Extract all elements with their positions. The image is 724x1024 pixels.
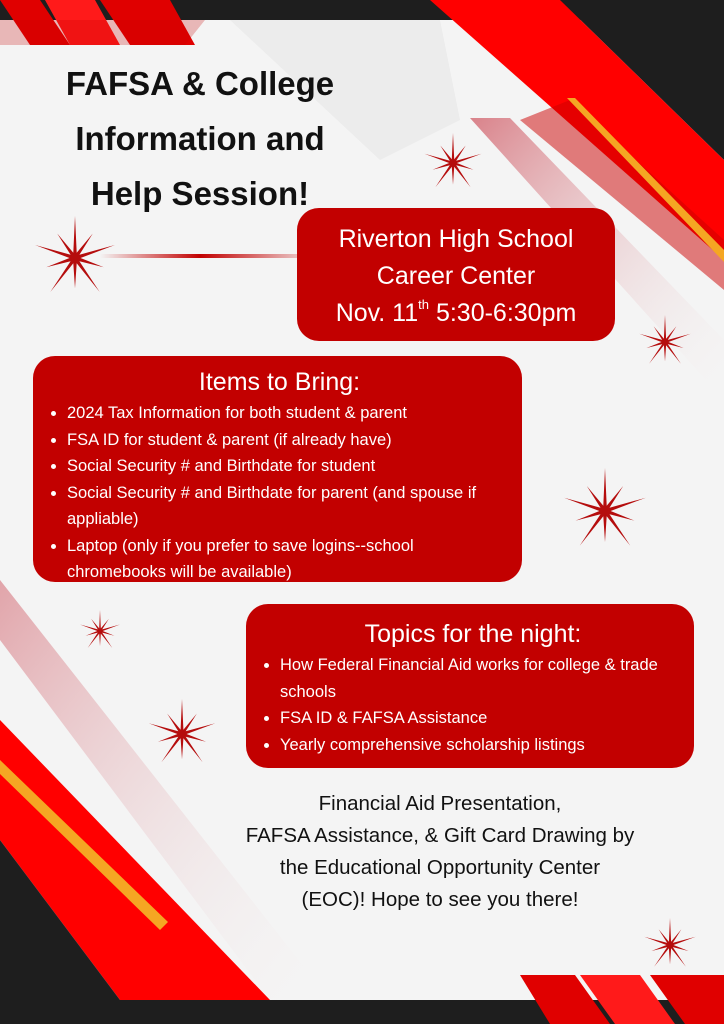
list-item: • FSA ID & FAFSA Assistance bbox=[280, 705, 686, 732]
items-list bbox=[47, 400, 512, 586]
event-date: Nov. 11 bbox=[335, 299, 419, 327]
decorative-line bbox=[100, 254, 300, 258]
list-item: • Social Security # and Birthdate for parent (and spouse if appliable) bbox=[67, 480, 512, 533]
items-heading: Items to Bring: bbox=[198, 368, 361, 396]
venue-room: Career Center bbox=[376, 262, 536, 290]
list-item: • Laptop (only if you prefer to save logins--school chromebooks will be available) bbox=[67, 533, 512, 586]
footer-line: the Educational Opportunity Center bbox=[279, 856, 601, 879]
list-item: • Yearly comprehensive scholarship listings bbox=[280, 732, 686, 759]
venue-school: Riverton High School bbox=[338, 225, 574, 253]
topics-list bbox=[260, 652, 686, 758]
title-line: Information and bbox=[75, 120, 325, 157]
footer-message bbox=[200, 788, 680, 916]
list-item: • How Federal Financial Aid works for college & trade schools bbox=[280, 652, 686, 705]
venue-box bbox=[297, 208, 615, 341]
footer-line: FAFSA Assistance, & Gift Card Drawing by bbox=[245, 824, 635, 847]
list-item: • 2024 Tax Information for both student & parent bbox=[67, 400, 512, 427]
event-time: 5:30-6:30pm bbox=[435, 299, 577, 327]
title-line: Help Session! bbox=[90, 175, 310, 212]
footer-line: (EOC)! Hope to see you there! bbox=[301, 888, 579, 911]
title-line: FAFSA & College bbox=[65, 65, 335, 102]
topics-box bbox=[246, 604, 694, 768]
page-title bbox=[20, 56, 380, 221]
list-item: • FSA ID for student & parent (if already have) bbox=[67, 427, 512, 454]
venue-datetime bbox=[297, 295, 615, 332]
date-suffix: th bbox=[418, 297, 429, 312]
footer-line: Financial Aid Presentation, bbox=[318, 792, 562, 815]
list-item: • Social Security # and Birthdate for student bbox=[67, 453, 512, 480]
items-to-bring-box bbox=[33, 356, 522, 582]
topics-heading: Topics for the night: bbox=[364, 620, 582, 648]
